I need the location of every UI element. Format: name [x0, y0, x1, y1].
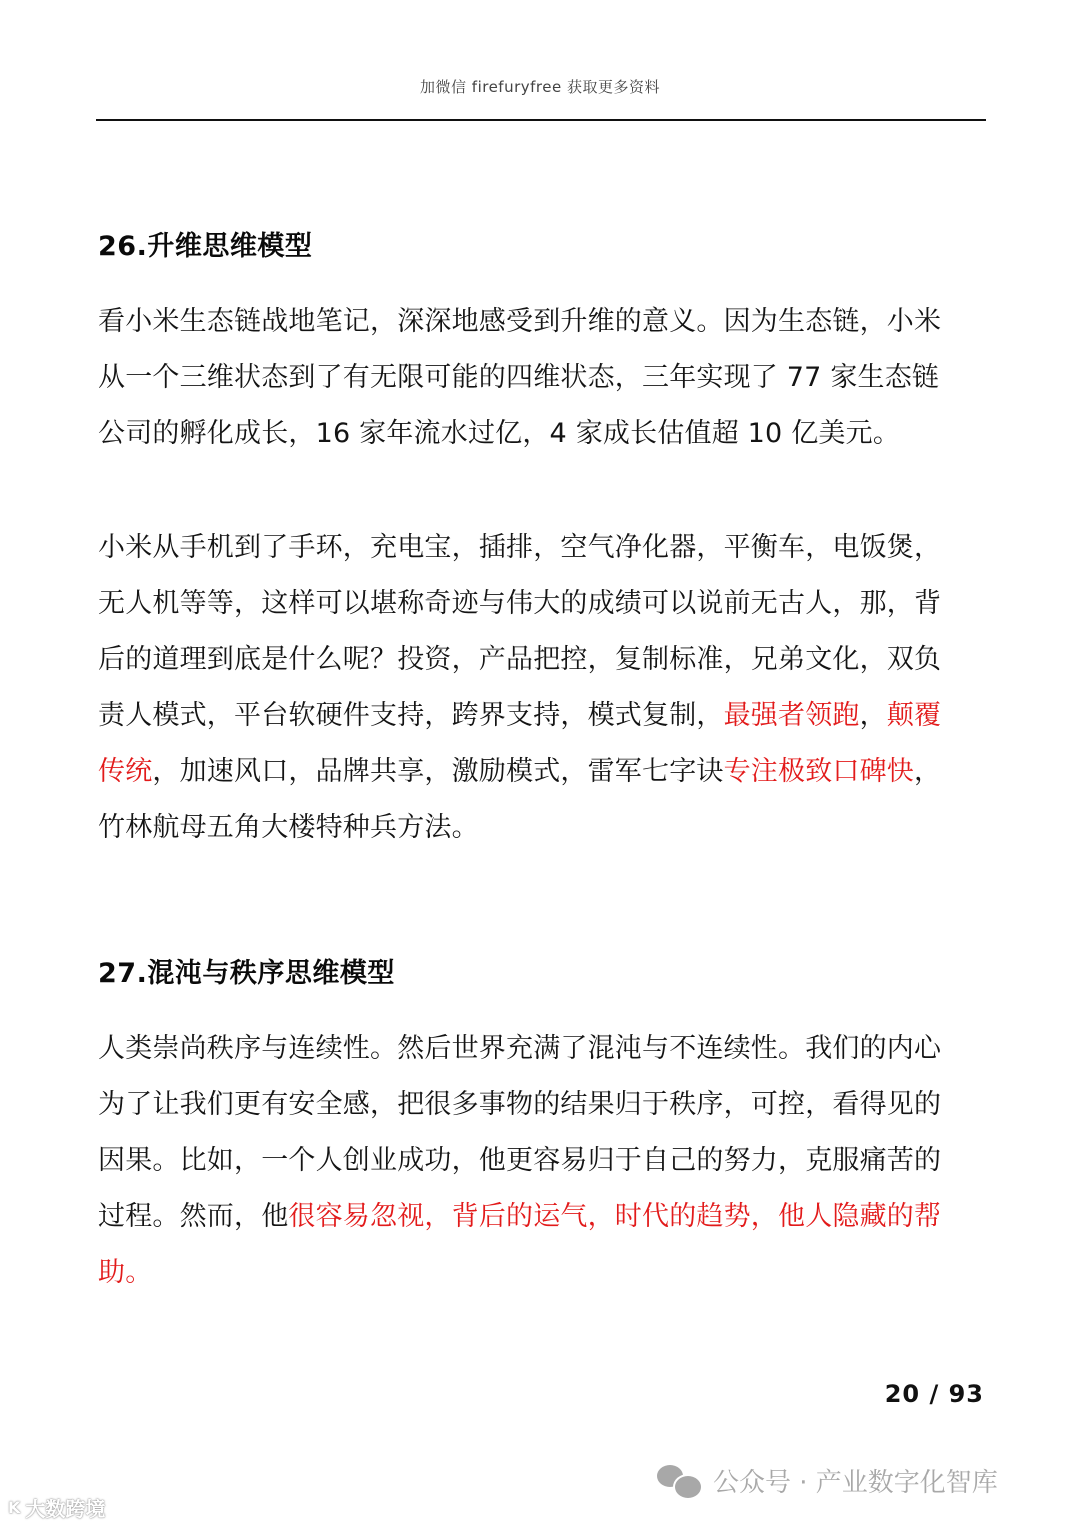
body-text: 因果。比如，一个人创业成功，他更容易归于自己的努力，克服痛苦的: [98, 1145, 942, 1176]
header-divider: [96, 119, 986, 121]
text-line: [98, 350, 990, 406]
brand-logo-icon: K: [8, 1498, 20, 1517]
text-line: [98, 1245, 990, 1301]
highlighted-text: 助。: [98, 1257, 153, 1288]
body-text: 从一个三维状态到了有无限可能的四维状态，三年实现了 77 家生态链: [98, 362, 940, 393]
body-text: 无人机等等，这样可以堪称奇迹与伟大的成绩可以说前无古人，那，背: [98, 588, 942, 619]
section-title-26: 26.升维思维模型: [98, 231, 313, 262]
watermark-left-text: 大数跨境: [25, 1497, 106, 1521]
watermark-left: [8, 1493, 105, 1522]
body-text: ，加速风口，品牌共享，激励模式，雷军七字诀: [152, 756, 724, 787]
text-line: [98, 688, 990, 744]
highlighted-text: 专注极致口碑快: [723, 756, 915, 787]
body-text: ，: [914, 756, 942, 787]
text-line: [98, 1189, 990, 1245]
body-text: 责人模式，平台软硬件支持，跨界支持，模式复制，: [98, 700, 724, 731]
body-text: 人类崇尚秩序与连续性。然后世界充满了混沌与不连续性。我们的内心: [98, 1033, 942, 1064]
highlighted-text: 传统: [98, 756, 153, 787]
header-note: 加微信 firefuryfree 获取更多资料: [420, 78, 660, 96]
page-number: 20 / 93: [884, 1380, 984, 1408]
text-line: [98, 406, 990, 462]
watermark-right-text: 公众号 · 产业数字化智库: [713, 1468, 998, 1498]
section-26-paragraph-1: [98, 294, 990, 462]
text-line: [98, 294, 990, 350]
text-line: [98, 1021, 990, 1077]
body-text: 小米从手机到了手环，充电宝，插排，空气净化器，平衡车，电饭煲，: [98, 532, 942, 563]
wechat-icon: [657, 1463, 703, 1499]
text-line: [98, 1077, 990, 1133]
body-text: 为了让我们更有安全感，把很多事物的结果归于秩序，可控，看得见的: [98, 1089, 942, 1120]
highlighted-text: 很容易忽视，背后的运气，时代的趋势，他人隐藏的帮: [288, 1201, 942, 1232]
text-line: [98, 1133, 990, 1189]
section-26-paragraph-2: [98, 520, 990, 856]
section-27-paragraph-1: [98, 1021, 990, 1301]
section-title-27: 27.混沌与秩序思维模型: [98, 958, 395, 989]
text-line: [98, 632, 990, 688]
text-line: [98, 744, 990, 800]
watermark-right: [657, 1462, 998, 1499]
highlighted-text: 最强者领跑: [723, 700, 860, 731]
body-text: ，: [859, 700, 887, 731]
body-text: 过程。然而，他: [98, 1201, 289, 1232]
body-text: 竹林航母五角大楼特种兵方法。: [98, 812, 479, 843]
body-text: 公司的孵化成长，16 家年流水过亿，4 家成长估值超 10 亿美元。: [98, 418, 901, 449]
text-line: [98, 800, 990, 856]
highlighted-text: 颠覆: [886, 700, 942, 731]
body-text: 后的道理到底是什么呢？投资，产品把控，复制标准，兄弟文化，双负: [98, 644, 942, 675]
text-line: [98, 520, 990, 576]
text-line: [98, 576, 990, 632]
body-text: 看小米生态链战地笔记，深深地感受到升维的意义。因为生态链，小米: [98, 306, 942, 337]
